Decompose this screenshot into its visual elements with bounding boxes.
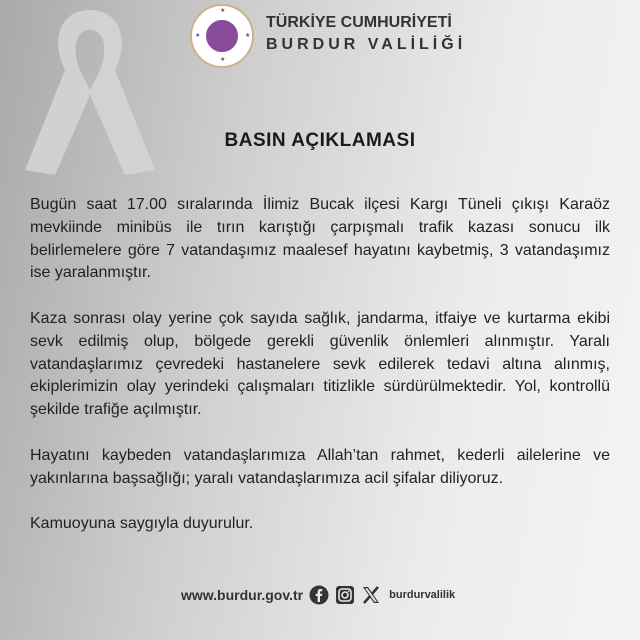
paragraph: Kaza sonrası olay yerine çok sayıda sağlık, jandarma, itfaiye ve kurtarma ekibi sevk edilmiş olup, bölgede gerekli güvenlik önlemleri alınmıştır. Yaralı vatandaşlarımız çevredeki hastanelere sevk edilerek tedavi altına alınmış, ekiplerimizin olay yerindeki çalışmaları titizlikle sürdürülmektedir. Yol, kontrollü şekilde trafiğe açılmıştır. xyxy=(30,309,610,419)
paragraph: Hayatını kaybeden vatandaşlarımıza Allah’tan rahmet, kederli ailelerine ve yakınlarına başsağlığı; yaralı vatandaşlarımıza acil şifalar diliyoruz. xyxy=(30,446,610,487)
press-release-body xyxy=(30,194,610,559)
facebook-icon[interactable] xyxy=(309,585,329,605)
footer xyxy=(181,585,455,605)
logo-star-icon: ★ xyxy=(220,57,226,63)
mourning-ribbon-icon xyxy=(20,0,160,190)
logo-emblem xyxy=(204,18,240,54)
website-link[interactable]: www.burdur.gov.tr xyxy=(181,587,304,603)
logo-star-icon: ★ xyxy=(195,33,201,39)
logo-star-icon: ★ xyxy=(220,8,226,14)
paragraph: Kamuoyuna saygıyla duyurulur. xyxy=(30,515,254,533)
instagram-icon[interactable] xyxy=(335,585,355,605)
burdur-valiligi-logo xyxy=(190,4,254,68)
page-title: BASIN AÇIKLAMASI xyxy=(224,130,416,151)
x-icon[interactable] xyxy=(361,585,381,605)
header-line2: BURDUR VALİLİĞİ xyxy=(266,36,467,53)
social-handle[interactable]: burdurvalilik xyxy=(389,589,456,601)
logo-star-icon: ★ xyxy=(245,33,251,39)
header-line1: TÜRKİYE CUMHURİYETİ xyxy=(266,14,452,31)
paragraph: Bugün saat 17.00 sıralarında İlimiz Bucak ilçesi Kargı Tüneli çıkışı Karaöz mevkiinde minibüs ile tırın karıştığı çarpışmalı trafik kazası sonucu ilk belirlemelere göre 7 vatandaşımız maalesef hayatını kaybetmiş, 3 vatandaşımız ise yaralanmıştır. xyxy=(30,196,610,282)
